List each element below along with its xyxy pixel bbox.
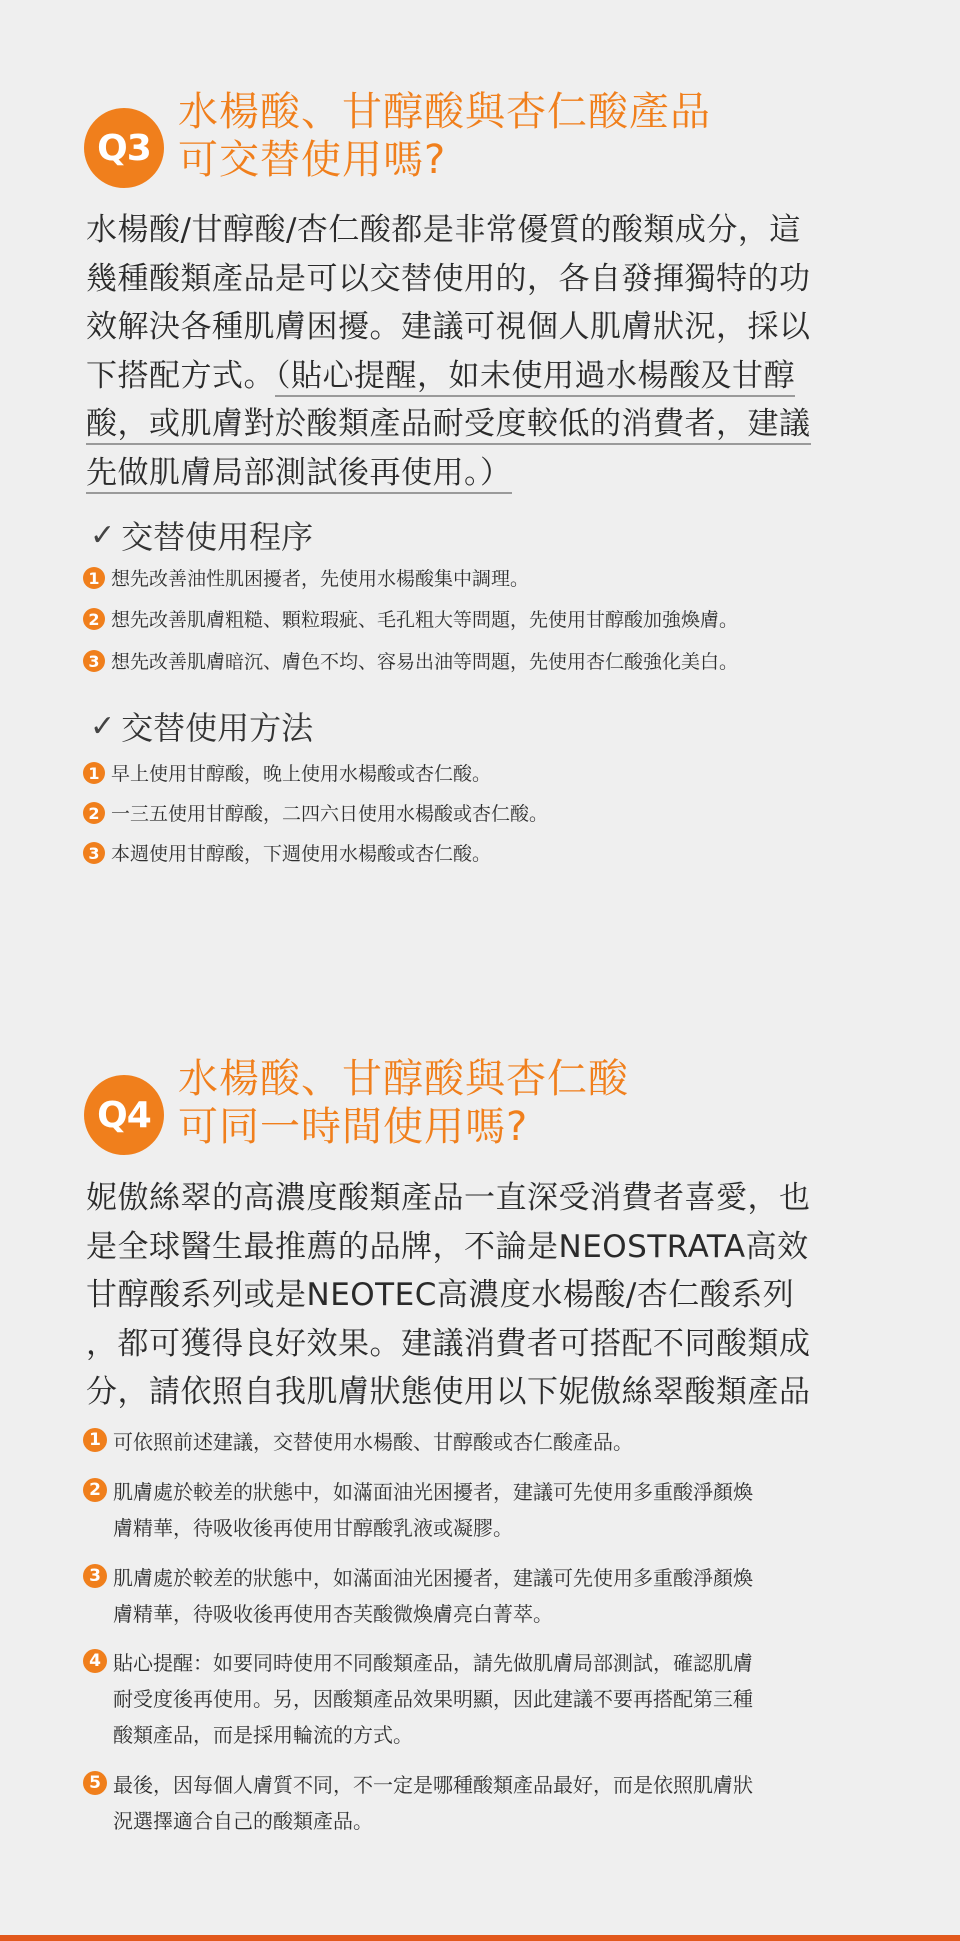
number-2-icon: 2 [83, 608, 105, 630]
q3-method-item-3: 3 本週使用甘醇酸，下週使用水楊酸或杏仁酸。 [83, 842, 491, 866]
number-3-icon: 3 [83, 1564, 107, 1588]
q4-paragraph-line-5: 分，請依照自我肌膚狀態使用以下妮傲絲翠酸類產品 [86, 1374, 811, 1410]
q3-paragraph-line-4 [86, 352, 876, 401]
q3-note-line-2: 先做肌膚局部測試後再使用。） [86, 449, 876, 498]
q3-paragraph-line-4-plain: 下搭配方式。 [86, 357, 275, 394]
q4-badge: Q4 [84, 1075, 164, 1155]
q3-paragraph-line-3: 效解決各種肌膚困擾。建議可視個人肌膚狀況，採以 [86, 309, 811, 345]
q4-item-5: 5 最後，因每個人膚質不同，不一定是哪種酸類產品最好，而是依照肌膚狀 況選擇適合自己的酸類產品。 [83, 1767, 883, 1839]
q4-header [84, 1055, 629, 1155]
q3-procedure-heading [90, 512, 313, 558]
q4-item-1: 1 可依照前述建議，交替使用水楊酸、甘醇酸或杏仁酸產品。 [83, 1424, 883, 1460]
q3-paragraph-line-2: 幾種酸類產品是可以交替使用的，各自發揮獨特的功 [86, 260, 811, 297]
q3-paragraph [86, 206, 876, 497]
q3-title-line-2: 可交替使用嗎? [178, 137, 447, 183]
number-4-icon: 4 [83, 1649, 107, 1673]
q4-paragraph-line-1: 妮傲絲翠的高濃度酸類產品一直深受消費者喜愛，也 [86, 1180, 811, 1216]
q3-title-line-1: 水楊酸、甘醇酸與杏仁酸產品 [178, 89, 711, 135]
bottom-accent-bar [0, 1935, 960, 1941]
q3-note-line-1: 酸，或肌膚對於酸類產品耐受度較低的消費者，建議 [86, 400, 876, 449]
q3-title [178, 88, 711, 184]
q4-paragraph-line-2: 是全球醫生最推薦的品牌，不論是NEOSTRATA高效 [86, 1228, 809, 1265]
number-1-icon: 1 [83, 762, 105, 784]
number-2-icon: 2 [83, 802, 105, 824]
q3-method-heading [90, 703, 313, 749]
q4-item-3: 3 肌膚處於較差的狀態中，如滿面油光困擾者，建議可先使用多重酸淨顏煥 膚精華，待吸收後再使用杏芙酸微煥膚亮白菁萃。 [83, 1560, 883, 1632]
q3-method-heading-text: 交替使用方法 [121, 709, 314, 747]
number-5-icon: 5 [83, 1771, 107, 1795]
q3-method-item-2: 2 一三五使用甘醇酸，二四六日使用水楊酸或杏仁酸。 [83, 802, 548, 826]
q3-procedure-item-2: 2 想先改善肌膚粗糙、顆粒瑕疵、毛孔粗大等問題，先使用甘醇酸加強煥膚。 [83, 608, 738, 632]
q4-paragraph [86, 1174, 876, 1417]
q4-title-line-2: 可同一時間使用嗎? [178, 1104, 529, 1150]
check-icon: ✓ [90, 708, 116, 744]
q3-header [84, 88, 711, 188]
q3-procedure-item-1: 1 想先改善油性肌困擾者，先使用水楊酸集中調理。 [83, 567, 529, 591]
q3-procedure-item-3: 3 想先改善肌膚暗沉、膚色不均、容易出油等問題，先使用杏仁酸強化美白。 [83, 650, 738, 674]
q4-paragraph-line-3: 甘醇酸系列或是NEOTEC高濃度水楊酸/杏仁酸系列 [86, 1277, 795, 1313]
q3-procedure-heading-text: 交替使用程序 [121, 518, 314, 556]
q3-method-item-1: 1 早上使用甘醇酸，晚上使用水楊酸或杏仁酸。 [83, 762, 491, 786]
q3-badge: Q3 [84, 108, 164, 188]
check-icon: ✓ [90, 517, 116, 553]
number-3-icon: 3 [83, 650, 105, 672]
number-1-icon: 1 [83, 567, 105, 589]
number-3-icon: 3 [83, 842, 105, 864]
q4-paragraph-line-4: ，都可獲得良好效果。建議消費者可搭配不同酸類成 [86, 1325, 811, 1362]
q3-note-start: （貼心提醒，如未使用過水楊酸及甘醇 [275, 358, 795, 397]
q4-item-4: 4 貼心提醒：如要同時使用不同酸類產品，請先做肌膚局部測試，確認肌膚 耐受度後再使用。另，因酸類產品效果明顯，因此建議不要再搭配第三種 酸類產品，而是採用輪流的方式。 [83, 1645, 883, 1753]
q3-paragraph-line-1: 水楊酸/甘醇酸/杏仁酸都是非常優質的酸類成分，這 [86, 212, 801, 248]
number-2-icon: 2 [83, 1478, 107, 1502]
q4-title [178, 1055, 629, 1151]
q4-title-line-1: 水楊酸、甘醇酸與杏仁酸 [178, 1056, 629, 1102]
q4-item-2: 2 肌膚處於較差的狀態中，如滿面油光困擾者，建議可先使用多重酸淨顏煥 膚精華，待吸收後再使用甘醇酸乳液或凝膠。 [83, 1474, 883, 1546]
number-1-icon: 1 [83, 1428, 107, 1452]
